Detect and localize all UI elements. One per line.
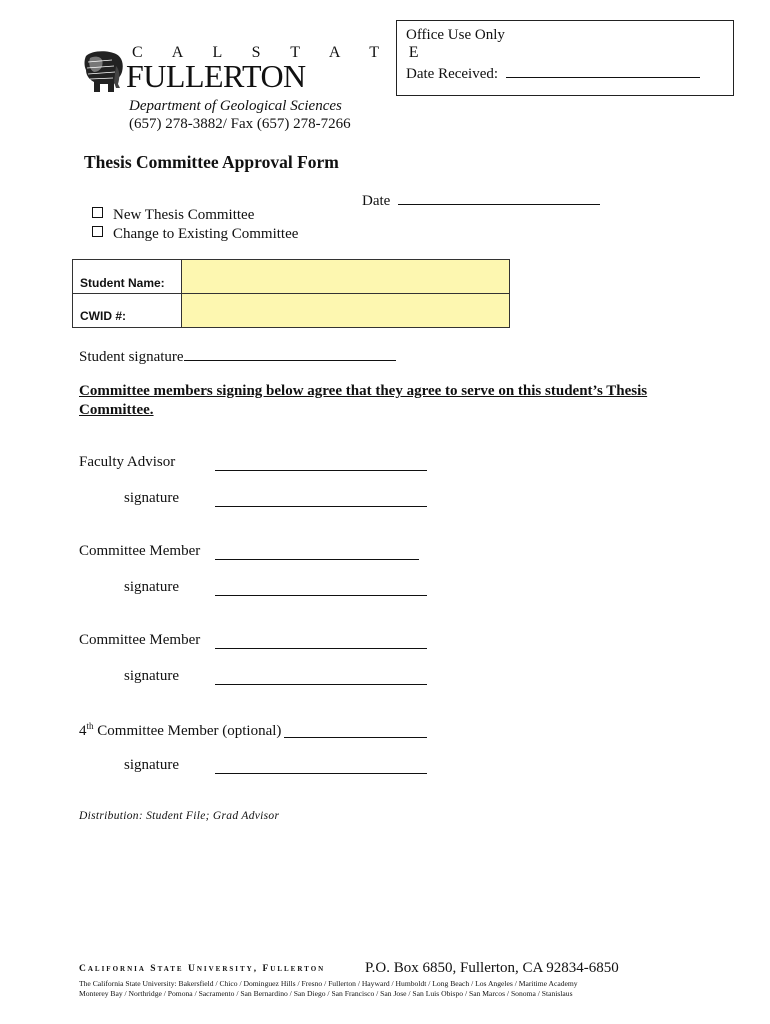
student-signature-label: Student signature <box>79 349 184 365</box>
fourth-committee-member-label <box>79 721 281 740</box>
office-use-box <box>396 20 734 96</box>
cwid-row <box>73 293 509 327</box>
date-row <box>362 190 600 210</box>
footer-campuses-line-1: The California State University: Bakersfield / Chico / Dominguez Hills / Fresno / Fullerton / Hayward / Humboldt / Long Beach / Los Angeles / Maritime Academy <box>79 979 578 988</box>
faculty-advisor-label: Faculty Advisor <box>79 454 176 470</box>
faculty-advisor-signature-field[interactable] <box>215 506 427 507</box>
date-label: Date <box>362 193 391 209</box>
date-received-label: Date Received: <box>406 66 499 82</box>
option-new-committee-label: New Thesis Committee <box>113 207 255 223</box>
logo-fullerton-text: FULLERTON <box>126 58 306 94</box>
office-use-only-label: Office Use Only <box>406 27 505 43</box>
student-signature-field[interactable] <box>184 346 396 361</box>
fourth-member-signature-label: signature <box>124 757 179 773</box>
cwid-label: CWID #: <box>80 309 126 323</box>
committee-member-1-signature-label: signature <box>124 579 179 595</box>
option-change-committee-label: Change to Existing Committee <box>113 226 299 242</box>
footer-campuses-line-2: Monterey Bay / Northridge / Pomona / Sacramento / San Bernardino / San Diego / San Francisco / San Jose / San Luis Obispo / San Marcos / Sonoma / Stanislaus <box>79 989 573 998</box>
elephant-icon <box>82 48 126 94</box>
csuf-logo <box>82 44 432 98</box>
fourth-member-text: Committee Member (optional) <box>93 723 282 739</box>
faculty-advisor-field[interactable] <box>215 470 427 471</box>
faculty-advisor-signature-label: signature <box>124 490 179 506</box>
committee-member-2-label: Committee Member <box>79 632 201 648</box>
checkbox-change-committee[interactable] <box>92 226 103 237</box>
department-phone: (657) 278-3882/ Fax (657) 278-7266 <box>129 116 351 132</box>
footer-university-name: California State University, Fullerton <box>79 964 326 974</box>
student-name-label: Student Name: <box>80 276 165 290</box>
committee-member-2-signature-label: signature <box>124 668 179 684</box>
date-received-row <box>406 63 700 83</box>
student-info-table <box>72 259 510 328</box>
date-field[interactable] <box>398 190 600 205</box>
form-title: Thesis Committee Approval Form <box>84 152 339 172</box>
fourth-member-superscript: th <box>86 721 94 731</box>
committee-member-1-field[interactable] <box>215 559 419 560</box>
option-change-committee[interactable] <box>92 226 298 243</box>
fourth-member-number: 4 <box>79 723 87 739</box>
committee-agreement-note: Committee members signing below agree that they agree to serve on this student’s Thesis Committee. <box>79 383 648 418</box>
logo-cal-state-text: C A L S T A T E <box>132 44 432 61</box>
option-new-committee[interactable] <box>92 207 254 224</box>
fourth-member-signature-field[interactable] <box>215 773 427 774</box>
fourth-committee-member-field[interactable] <box>284 737 427 738</box>
footer-address: P.O. Box 6850, Fullerton, CA 92834-6850 <box>365 960 619 976</box>
checkbox-new-committee[interactable] <box>92 207 103 218</box>
department-name: Department of Geological Sciences <box>129 98 342 114</box>
committee-member-2-field[interactable] <box>215 648 427 649</box>
student-signature-row <box>79 346 396 366</box>
student-name-row <box>73 260 509 293</box>
cwid-field[interactable] <box>181 294 509 327</box>
date-received-field[interactable] <box>506 63 700 78</box>
distribution-note: Distribution: Student File; Grad Advisor <box>79 810 280 822</box>
committee-member-1-signature-field[interactable] <box>215 595 427 596</box>
student-name-field[interactable] <box>181 260 509 293</box>
committee-member-2-signature-field[interactable] <box>215 684 427 685</box>
committee-member-1-label: Committee Member <box>79 543 201 559</box>
